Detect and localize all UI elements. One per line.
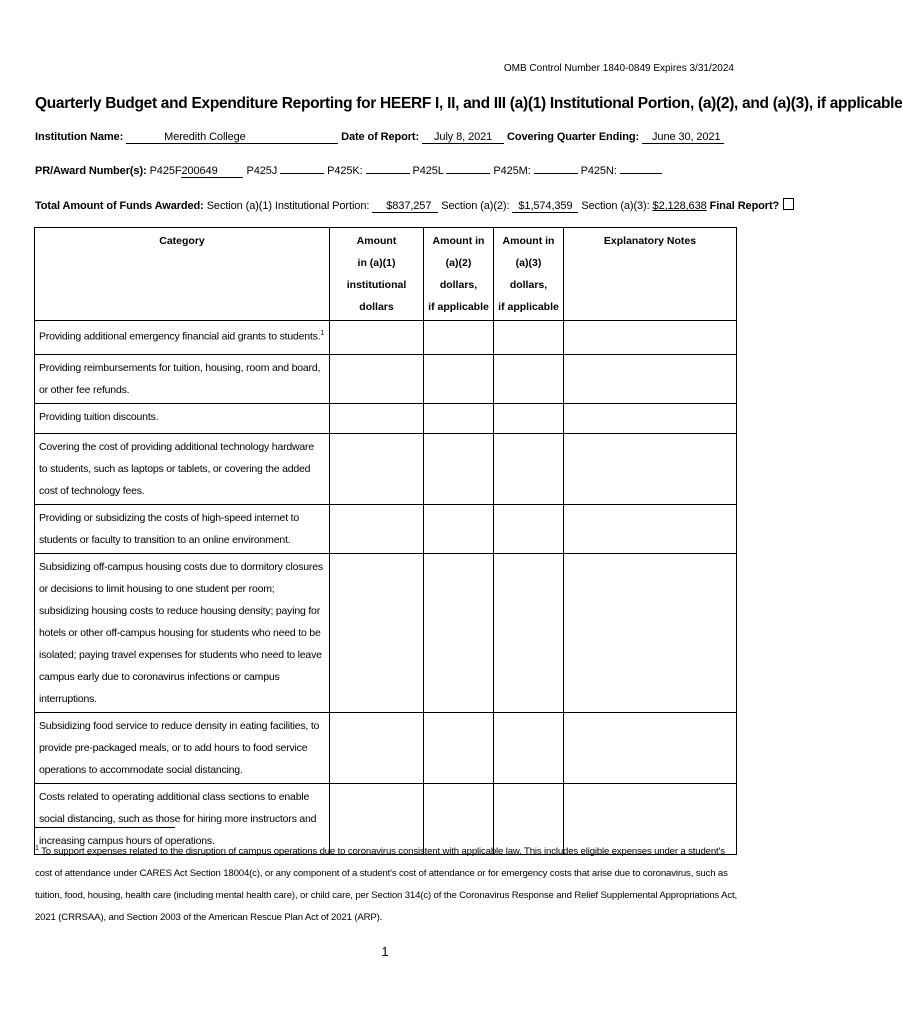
p425m-label: P425M:: [493, 165, 531, 177]
p425f-value[interactable]: 200649: [181, 165, 243, 178]
notes-cell[interactable]: [564, 355, 737, 404]
table-row: [35, 505, 737, 554]
table-row: [35, 554, 737, 713]
amount-a1-cell[interactable]: [330, 505, 424, 554]
quarter-label: Covering Quarter Ending:: [507, 131, 640, 143]
footnote-divider: [35, 827, 175, 828]
award-label: PR/Award Number(s):: [35, 165, 147, 177]
omb-control-number: OMB Control Number 1840-0849 Expires 3/31/2024: [503, 63, 734, 74]
table-row: [35, 404, 737, 434]
institution-label: Institution Name: [35, 131, 120, 143]
amount-a2-cell[interactable]: [424, 355, 494, 404]
amount-a1-cell[interactable]: [330, 434, 424, 505]
notes-cell[interactable]: [564, 713, 737, 784]
section-a1-label: Section (a)(1) Institutional Portion:: [206, 200, 370, 212]
amount-a2-cell[interactable]: [424, 434, 494, 505]
amount-a1-cell[interactable]: [330, 554, 424, 713]
amount-a1-cell[interactable]: [330, 404, 424, 434]
amount-a2-cell[interactable]: [424, 713, 494, 784]
header-amount-a2: Amount in (a)(2) dollars, if applicable: [424, 228, 494, 321]
p425k-label: P425K:: [327, 165, 363, 177]
amount-a3-cell[interactable]: [494, 434, 564, 505]
p425n-field[interactable]: [620, 163, 662, 174]
quarter-value[interactable]: June 30, 2021: [642, 131, 724, 144]
institution-value[interactable]: Meredith College: [126, 131, 338, 144]
table-row: [35, 355, 737, 404]
expenditure-table: [34, 227, 737, 855]
footnote-mark: 1: [35, 845, 39, 852]
p425m-field[interactable]: [534, 163, 578, 174]
notes-cell[interactable]: [564, 434, 737, 505]
total-funds-line: [35, 198, 794, 213]
section-a3-value[interactable]: $2,128,638: [652, 200, 707, 212]
amount-a2-cell[interactable]: [424, 505, 494, 554]
section-a2-value[interactable]: $1,574,359: [512, 200, 578, 213]
amount-a3-cell[interactable]: [494, 355, 564, 404]
amount-a3-cell[interactable]: [494, 404, 564, 434]
p425j-label: P425J: [246, 165, 278, 177]
page-title: Quarterly Budget and Expenditure Reporting for HEERF I, II, and III (a)(1) Institutional Portion, (a)(2), and (a)(3), if applicable: [35, 95, 903, 112]
amount-a3-cell[interactable]: [494, 321, 564, 355]
section-a2-label: Section (a)(2):: [441, 200, 510, 212]
award-line: [35, 163, 662, 178]
amount-a1-cell[interactable]: [330, 321, 424, 355]
table-row: [35, 713, 737, 784]
total-label: Total Amount of Funds Awarded:: [35, 200, 204, 212]
footnote: [35, 838, 737, 929]
amount-a1-cell[interactable]: [330, 713, 424, 784]
p425l-field[interactable]: [446, 163, 490, 174]
amount-a3-cell[interactable]: [494, 713, 564, 784]
section-a3-label: Section (a)(3):: [581, 200, 650, 212]
header-explanatory-notes: Explanatory Notes: [564, 228, 737, 321]
notes-cell[interactable]: [564, 505, 737, 554]
amount-a2-cell[interactable]: [424, 554, 494, 713]
amount-a1-cell[interactable]: [330, 355, 424, 404]
table-header-row: [35, 228, 737, 321]
amount-a2-cell[interactable]: [424, 404, 494, 434]
p425l-label: P425L: [412, 165, 444, 177]
category-cell: Subsidizing food service to reduce density in eating facilities, to provide pre-packaged meals, or to add hours to food service operations to accommodate social distancing.: [35, 713, 330, 784]
section-a1-value[interactable]: $837,257: [372, 200, 438, 213]
notes-cell[interactable]: [564, 554, 737, 713]
table-row: [35, 321, 737, 355]
date-label: Date of Report: [341, 131, 416, 143]
category-cell: Providing or subsidizing the costs of high-speed internet to students or faculty to transition to an online environment.: [35, 505, 330, 554]
amount-a3-cell[interactable]: [494, 505, 564, 554]
category-cell: Covering the cost of providing additional technology hardware to students, such as laptops or tablets, or covering the added cost of technology fees.: [35, 434, 330, 505]
header-category: Category: [35, 228, 330, 321]
p425j-field[interactable]: [280, 163, 324, 174]
notes-cell[interactable]: [564, 404, 737, 434]
footnote-text: To support expenses related to the disruption of campus operations due to coronavirus consistent with applicable law. This includes eligible expenses under a student's cost of attendance under CARES Act Section 18004(c), or any component of a student's cost of attendance or for emergency costs that arise due to coronavirus, such as tuition, food, housing, health care (including mental health care), or child care, per Section 314(c) of the Coronavirus Response and Relief Supplemental Appropriations Act, 2021 (CRRSAA), and Section 2003 of the American Rescue Plan Act of 2021 (ARP).: [35, 846, 737, 924]
table-row: [35, 434, 737, 505]
p425k-field[interactable]: [366, 163, 410, 174]
category-cell: Providing additional emergency financial aid grants to students.$^1$: [35, 321, 330, 355]
category-cell: Providing reimbursements for tuition, housing, room and board, or other fee refunds.: [35, 355, 330, 404]
amount-a3-cell[interactable]: [494, 554, 564, 713]
category-cell: Providing tuition discounts.: [35, 404, 330, 434]
header-amount-a1: Amount in (a)(1) institutional dollars: [330, 228, 424, 321]
footnote-ref[interactable]: 1: [320, 330, 325, 337]
header-amount-a3: Amount in (a)(3) dollars, if applicable: [494, 228, 564, 321]
final-report-label: Final Report?: [709, 200, 780, 212]
page-number: 1: [381, 944, 389, 959]
p425n-label: P425N:: [580, 165, 617, 177]
date-value[interactable]: July 8, 2021: [422, 131, 504, 144]
notes-cell[interactable]: [564, 321, 737, 355]
p425f-label: P425F: [149, 165, 182, 177]
category-cell: Subsidizing off-campus housing costs due to dormitory closures or decisions to limit housing to one student per room; subsidizing housing costs to reduce housing density; paying for hotels or other off-campus housing for students who need to be isolated; paying travel expenses for students who need to leave campus early due to coronavirus infections or campus interruptions.: [35, 554, 330, 713]
institution-line: Institution Name: Meredith College Date of Report: July 8, 2021 Covering Quarter Ending: June 30, 2021: [35, 131, 724, 144]
category-cell: Costs related to operating additional class sections to enable social distancing, such as those for hiring more instructors and increasing campus hours of operations.: [35, 784, 330, 855]
amount-a2-cell[interactable]: [424, 321, 494, 355]
final-report-checkbox[interactable]: [783, 198, 794, 210]
